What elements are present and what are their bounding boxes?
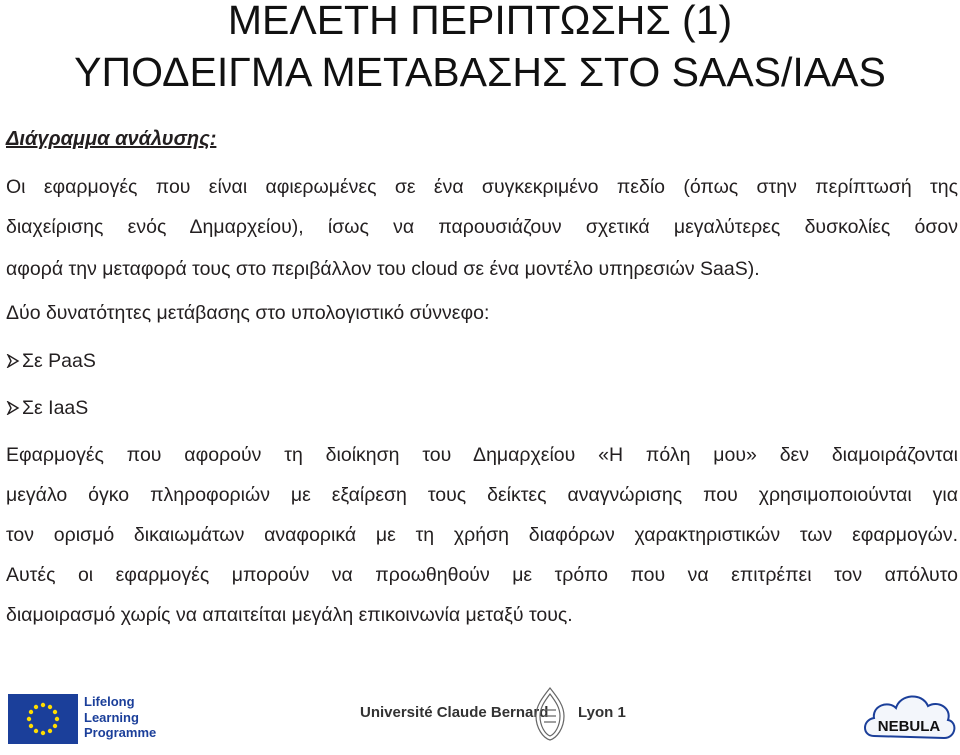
- arrow-bullet-icon: [6, 396, 22, 420]
- eu-programme-label: Lifelong Learning Programme: [84, 694, 157, 740]
- paragraph1-line3: αφορά την μεταφορά τους στο περιβάλλον του cloud σε ένα μοντέλο υπηρεσιών SaaS).: [6, 258, 760, 280]
- slide-title-line2: ΥΠΟΔΕΙΓΜΑ ΜΕΤΑΒΑΣΗΣ ΣΤΟ SAAS/IAAS: [74, 49, 886, 95]
- paragraph2-line4: Αυτές οι εφαρμογές μπορούν να προωθηθούν με τρόπο που να επιτρέπει τον απόλυτο: [6, 564, 958, 586]
- arrow-bullet-icon: [6, 349, 22, 373]
- paragraph2-line2: μεγάλο όγκο πληροφοριών με εξαίρεση τους δείκτες αναγνώρισης που χρησιμοποιούνται για: [6, 484, 958, 506]
- university-name: Université Claude Bernard: [360, 704, 549, 721]
- paragraph1-line1: Οι εφαρμογές που είναι αφιερωμένες σε ένα συγκεκριμένο πεδίο (όπως στην περίπτωσή της: [6, 176, 958, 198]
- paragraph2-line5: διαμοιρασμό χωρίς να απαιτείται μεγάλη επικοινωνία μεταξύ τους.: [6, 604, 573, 626]
- university-seal-icon: [530, 684, 570, 744]
- intro-line: Δύο δυνατότητες μετάβασης στο υπολογιστικό σύννεφο:: [6, 302, 490, 324]
- bullet-item-paas: [6, 349, 958, 373]
- svg-text:NEBULA: NEBULA: [877, 718, 941, 735]
- bullet-label: Σε IaaS: [22, 397, 89, 419]
- eu-flag-icon: [8, 694, 78, 744]
- paragraph1-line2: διαχείρισης ενός Δημαρχείου), ίσως να παρουσιάζουν σχετικά μεγαλύτερες δυσκολίες όσον: [6, 216, 958, 238]
- paragraph2-line3: τον ορισμό δικαιωμάτων αναφορικά με τη χρήση διαφόρων χαρακτηριστικών των εφαρμογών.: [6, 524, 958, 546]
- paragraph2-line1: Εφαρμογές που αφορούν τη διοίκηση του Δημαρχείου «Η πόλη μου» δεν διαμοιράζονται: [6, 444, 958, 466]
- bullet-item-iaas: [6, 396, 958, 420]
- section-heading: Διάγραμμα ανάλυσης:: [6, 128, 217, 150]
- footer-logos: [0, 680, 960, 752]
- nebula-logo: [860, 680, 958, 750]
- bullet-label: Σε PaaS: [22, 350, 96, 372]
- university-suffix: Lyon 1: [578, 704, 626, 721]
- slide-title-line1: ΜΕΛΕΤΗ ΠΕΡΙΠΤΩΣΗΣ (1): [227, 0, 733, 43]
